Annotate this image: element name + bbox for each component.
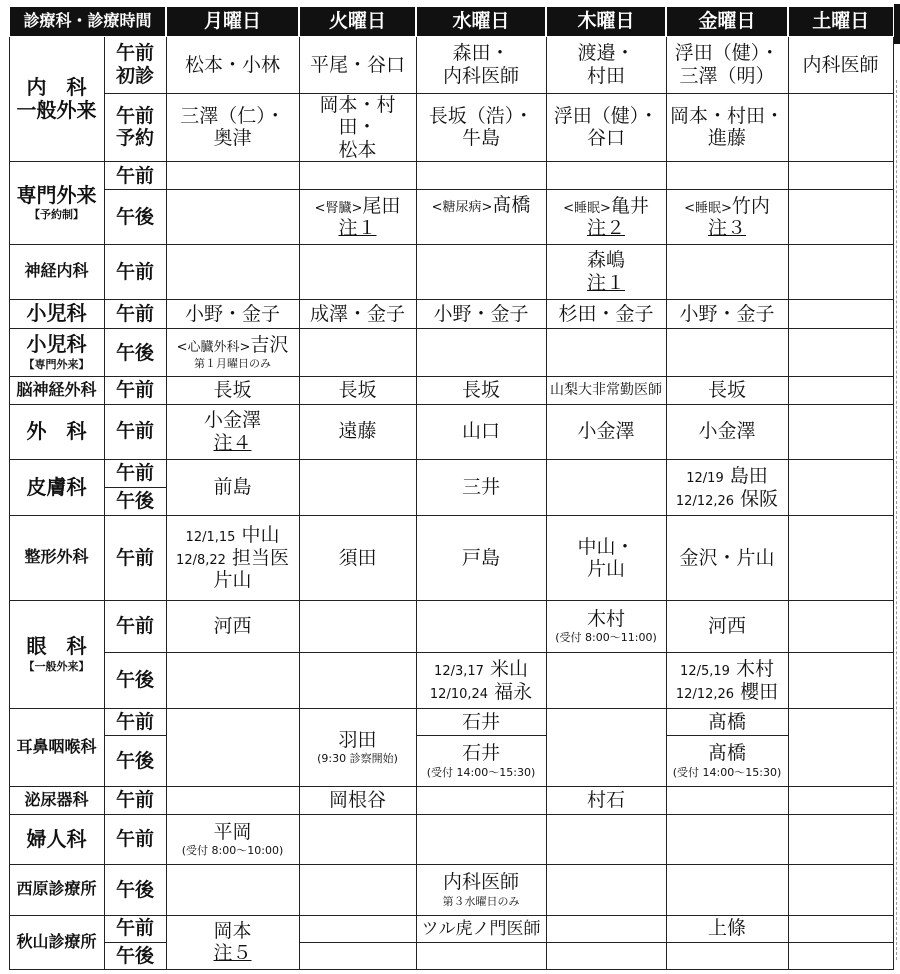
dept-noushinkei: 脳神経外科 — [9, 377, 104, 404]
dept-seikei: 整形外科 — [9, 516, 104, 601]
cell-empty — [416, 244, 546, 299]
akiyama-mon-doc: 岡本 — [213, 919, 252, 942]
cell-naika-a-wed: 森田・ 内科医師 — [416, 37, 546, 93]
cell-empty — [166, 190, 299, 244]
cell-senmon-pm-fri — [666, 190, 788, 244]
time-ganka-pm: 午後 — [104, 652, 166, 708]
time-naika-b: 午前 予約 — [104, 93, 166, 162]
cell-empty — [546, 865, 666, 915]
cell-empty — [166, 786, 299, 814]
cell-hifu-wed: 三井 — [416, 459, 546, 515]
hifu-fri1-date: 12/19 — [686, 471, 724, 487]
hifu-fri2-doc: 保阪 — [740, 487, 779, 510]
dept-hifu: 皮膚科 — [9, 459, 104, 515]
fujin-mon-doc: 平岡 — [213, 820, 252, 843]
jibi-pm-fri-doc: 髙橋 — [708, 742, 747, 765]
cell-shoni2-mon — [166, 329, 299, 377]
jibi-tue-doc: 羽田 — [338, 728, 377, 751]
nishihara-wed-small: 第３水曜日のみ — [442, 894, 520, 908]
cell-naika-a-tue: 平尾・谷口 — [299, 37, 416, 93]
header-thu: 木曜日 — [546, 7, 666, 37]
cell-empty — [546, 915, 666, 942]
cell-senmon-pm-wed — [416, 190, 546, 244]
time-hinyo: 午前 — [104, 786, 166, 814]
cell-shoni-tue: 成澤・金子 — [299, 299, 416, 328]
time-shoni2: 午後 — [104, 329, 166, 377]
dept-ganka-label: 眼 科 — [26, 634, 87, 659]
cell-empty — [166, 652, 299, 708]
cell-empty — [416, 600, 546, 652]
cell-empty — [788, 814, 893, 864]
time-senmon-pm: 午後 — [104, 190, 166, 244]
cell-geka-fri: 小金澤 — [666, 404, 788, 459]
time-senmon-am: 午前 — [104, 162, 166, 190]
dept-ganka-sub: 【一般外来】 — [23, 659, 90, 673]
senmon-thu-note: 注２ — [587, 216, 626, 239]
cell-empty — [788, 516, 893, 601]
senmon-tue-note: 注１ — [338, 216, 377, 239]
cell-seikei-thu: 中山・ 片山 — [546, 516, 666, 601]
cell-hifu-fri — [666, 459, 788, 515]
cell-seikei-tue: 須田 — [299, 516, 416, 601]
cell-shinkei-thu — [546, 244, 666, 299]
time-akiyama-am: 午前 — [104, 915, 166, 942]
cell-empty — [299, 942, 416, 969]
cell-naika-b-wed: 長坂（浩）・ 牛島 — [416, 93, 546, 162]
dept-ganka — [9, 600, 104, 709]
hifu-fri1-doc: 島田 — [729, 465, 768, 488]
seikei-mon2-doc: 担当医 — [231, 546, 289, 569]
cell-shoni-thu: 杉田・金子 — [546, 299, 666, 328]
cell-shoni-wed: 小野・金子 — [416, 299, 546, 328]
senmon-fri-note: 注３ — [708, 216, 747, 239]
cell-geka-mon — [166, 404, 299, 459]
cell-empty — [299, 652, 416, 708]
seikei-mon1-date: 12/1,15 — [185, 530, 236, 546]
cell-ganka-am-fri: 河西 — [666, 600, 788, 652]
cell-noushinkei-sat — [788, 377, 893, 404]
cell-noushinkei-wed: 長坂 — [416, 377, 546, 404]
shinkei-thu-note: 注１ — [587, 271, 626, 294]
shoni2-mon-doc: 吉沢 — [250, 334, 289, 357]
ganka-pm-wed2-doc: 福永 — [494, 680, 533, 703]
dept-shoni: 小児科 — [9, 299, 104, 328]
senmon-fri-tag: <睡眠> — [684, 200, 732, 216]
cell-empty — [299, 329, 416, 377]
time-geka: 午前 — [104, 404, 166, 459]
cell-noushinkei-mon: 長坂 — [166, 377, 299, 404]
cell-naika-a-fri: 浮田（健）・ 三澤（明） — [666, 37, 788, 93]
cell-jibi-tue — [299, 709, 416, 786]
edge-tab — [894, 4, 900, 44]
ganka-pm-wed2-date: 12/10,24 — [429, 686, 489, 702]
cell-empty — [788, 652, 893, 708]
cell-ganka-pm-fri — [666, 652, 788, 708]
cell-jibi-am-fri: 髙橋 — [666, 709, 788, 736]
cell-empty — [666, 244, 788, 299]
cut-line — [896, 80, 897, 960]
dept-senmon — [9, 162, 104, 244]
cell-empty — [788, 786, 893, 814]
cell-naika-b-fri: 岡本・村田・ 進藤 — [666, 93, 788, 162]
dept-naika — [9, 37, 104, 162]
ganka-am-thu-doc: 木村 — [587, 607, 626, 630]
cell-empty — [788, 162, 893, 190]
cell-empty — [546, 814, 666, 864]
ganka-pm-wed1-doc: 米山 — [489, 658, 528, 681]
header-row — [9, 7, 893, 37]
dept-akiyama: 秋山診療所 — [9, 915, 104, 969]
shinkei-thu-doc: 森嶋 — [587, 249, 626, 272]
cell-empty — [299, 162, 416, 190]
cell-geka-tue: 遠藤 — [299, 404, 416, 459]
cell-shoni-sat — [788, 299, 893, 328]
cell-naika-b-tue: 岡本・村田・ 松本 — [299, 93, 416, 162]
jibi-tue-small: (9:30 診察開始) — [317, 752, 398, 766]
cell-geka-sat — [788, 404, 893, 459]
cell-empty — [299, 459, 416, 515]
cell-empty — [666, 162, 788, 190]
jibi-pm-wed-doc: 石井 — [462, 742, 501, 765]
senmon-tue-doc: 尾田 — [362, 194, 401, 217]
cell-jibi-pm-wed — [416, 736, 546, 786]
cell-empty — [299, 244, 416, 299]
time-shinkei: 午前 — [104, 244, 166, 299]
cell-empty — [416, 786, 546, 814]
dept-fujin: 婦人科 — [9, 814, 104, 864]
dept-shinkei: 神経内科 — [9, 244, 104, 299]
seikei-mon3: 片山 — [213, 569, 252, 592]
dept-senmon-label: 専門外来 — [16, 182, 97, 207]
time-hifu-pm: 午後 — [104, 488, 166, 516]
cell-naika-b-sat — [788, 93, 893, 162]
seikei-mon1-doc: 中山 — [241, 524, 280, 547]
shoni2-mon-tag: <心臓外科> — [176, 340, 251, 356]
cell-empty — [416, 814, 546, 864]
senmon-thu-tag: <睡眠> — [563, 200, 611, 216]
cell-hinyo-tue: 岡根谷 — [299, 786, 416, 814]
senmon-thu-doc: 亀井 — [610, 194, 649, 217]
cell-empty — [546, 162, 666, 190]
cell-akiyama-mon — [166, 915, 299, 969]
cell-ganka-am-thu — [546, 600, 666, 652]
cell-noushinkei-fri: 長坂 — [666, 377, 788, 404]
dept-shoni2-label: 小児科 — [26, 332, 87, 357]
cell-empty — [299, 814, 416, 864]
cell-hinyo-thu: 村石 — [546, 786, 666, 814]
dept-senmon-sub: 【予約制】 — [29, 208, 84, 222]
cell-empty — [546, 709, 666, 786]
shoni2-mon-small: 第１月曜日のみ — [194, 357, 272, 371]
cell-empty — [788, 244, 893, 299]
cell-noushinkei-tue: 長坂 — [299, 377, 416, 404]
jibi-pm-wed-small: (受付 14:00～15:30) — [426, 765, 536, 779]
hifu-fri2-date: 12/12,26 — [675, 493, 735, 509]
cell-empty — [546, 459, 666, 515]
seikei-mon2-date: 12/8,22 — [176, 552, 226, 568]
ganka-pm-fri1-date: 12/5,19 — [680, 664, 730, 680]
cell-naika-b-thu: 浮田（健）・ 谷口 — [546, 93, 666, 162]
dept-shoni2-sub: 【専門外来】 — [23, 358, 90, 372]
cell-empty — [299, 865, 416, 915]
cell-empty — [666, 942, 788, 969]
cell-ganka-pm-wed — [416, 652, 546, 708]
cell-empty — [299, 915, 416, 942]
cell-empty — [788, 865, 893, 915]
cell-hifu-mon: 前島 — [166, 459, 299, 515]
cell-empty — [166, 244, 299, 299]
time-nishihara: 午後 — [104, 865, 166, 915]
cell-empty — [666, 786, 788, 814]
cell-empty — [546, 652, 666, 708]
cell-senmon-pm-thu — [546, 190, 666, 244]
header-wed: 水曜日 — [416, 7, 546, 37]
cell-empty — [416, 329, 546, 377]
cell-empty — [788, 915, 893, 942]
time-ganka-am: 午前 — [104, 600, 166, 652]
cell-empty — [788, 190, 893, 244]
senmon-wed-doc: 髙橋 — [492, 194, 531, 217]
header-tue: 火曜日 — [299, 7, 416, 37]
akiyama-mon-note: 注５ — [213, 942, 252, 965]
dept-naika-sub: 一般外来 — [16, 98, 97, 123]
time-naika-a: 午前 初診 — [104, 37, 166, 93]
senmon-fri-doc: 竹内 — [731, 194, 770, 217]
cell-noushinkei-thu: 山梨大非常勤医師 — [546, 377, 666, 404]
cell-empty — [416, 942, 546, 969]
ganka-pm-fri1-doc: 木村 — [735, 658, 774, 681]
dept-geka: 外 科 — [9, 404, 104, 459]
dept-shoni2 — [9, 329, 104, 377]
cell-empty — [416, 162, 546, 190]
cell-seikei-fri: 金沢・片山 — [666, 516, 788, 601]
time-akiyama-pm: 午後 — [104, 942, 166, 969]
time-jibi-am: 午前 — [104, 709, 166, 736]
header-fri: 金曜日 — [666, 7, 788, 37]
cell-shoni-mon: 小野・金子 — [166, 299, 299, 328]
time-fujin: 午前 — [104, 814, 166, 864]
cell-jibi-am-wed: 石井 — [416, 709, 546, 736]
cell-naika-a-thu: 渡邉・ 村田 — [546, 37, 666, 93]
cell-naika-a-sat: 内科医師 — [788, 37, 893, 93]
senmon-tue-tag: <腎臓> — [314, 200, 363, 216]
cell-empty — [788, 709, 893, 786]
time-hifu-am: 午前 — [104, 459, 166, 487]
schedule-table — [8, 6, 894, 970]
cell-empty — [666, 865, 788, 915]
header-corner: 診療科・診療時間 — [9, 7, 166, 37]
cell-empty — [788, 459, 893, 515]
geka-mon-doc: 小金澤 — [204, 409, 262, 432]
cell-empty — [166, 162, 299, 190]
cell-empty — [166, 865, 299, 915]
time-seikei: 午前 — [104, 516, 166, 601]
time-jibi-pm: 午後 — [104, 736, 166, 786]
cell-geka-wed: 山口 — [416, 404, 546, 459]
fujin-mon-small: (受付 8:00～10:00) — [181, 844, 284, 858]
cell-empty — [666, 814, 788, 864]
cell-jibi-pm-fri — [666, 736, 788, 786]
senmon-wed-tag: <糖尿病> — [431, 200, 493, 216]
ganka-pm-wed1-date: 12/3,17 — [434, 664, 484, 680]
ganka-pm-fri2-date: 12/12,26 — [675, 686, 735, 702]
cell-naika-b-mon: 三澤（仁）・ 奥津 — [166, 93, 299, 162]
cell-empty — [166, 709, 299, 786]
header-mon: 月曜日 — [166, 7, 299, 37]
dept-jibi: 耳鼻咽喉科 — [9, 709, 104, 786]
cell-akiyama-wed: ツル虎ノ門医師 — [416, 915, 546, 942]
cell-geka-thu: 小金澤 — [546, 404, 666, 459]
jibi-pm-fri-small: (受付 14:00～15:30) — [672, 765, 782, 779]
ganka-am-thu-small: (受付 8:00～11:00) — [555, 631, 657, 645]
cell-naika-a-mon: 松本・小林 — [166, 37, 299, 93]
dept-naika-label: 内 科 — [26, 74, 87, 99]
time-noushinkei: 午前 — [104, 377, 166, 404]
cell-seikei-mon — [166, 516, 299, 601]
cell-akiyama-fri: 上條 — [666, 915, 788, 942]
header-sat: 土曜日 — [788, 7, 893, 37]
cell-empty — [546, 942, 666, 969]
time-shoni: 午前 — [104, 299, 166, 328]
cell-empty — [788, 942, 893, 969]
geka-mon-note: 注４ — [213, 431, 252, 454]
cell-empty — [299, 600, 416, 652]
cell-ganka-am-mon: 河西 — [166, 600, 299, 652]
cell-empty — [788, 329, 893, 377]
nishihara-wed-doc: 内科医師 — [443, 871, 520, 894]
cell-empty — [788, 600, 893, 652]
dept-nishihara: 西原診療所 — [9, 865, 104, 915]
ganka-pm-fri2-doc: 櫻田 — [740, 680, 779, 703]
cell-seikei-wed: 戸島 — [416, 516, 546, 601]
cell-empty — [546, 329, 666, 377]
cell-nishihara-wed — [416, 865, 546, 915]
dept-hinyo: 泌尿器科 — [9, 786, 104, 814]
cell-empty — [666, 329, 788, 377]
cell-senmon-pm-tue — [299, 190, 416, 244]
cell-fujin-mon — [166, 814, 299, 864]
cell-shoni-fri: 小野・金子 — [666, 299, 788, 328]
